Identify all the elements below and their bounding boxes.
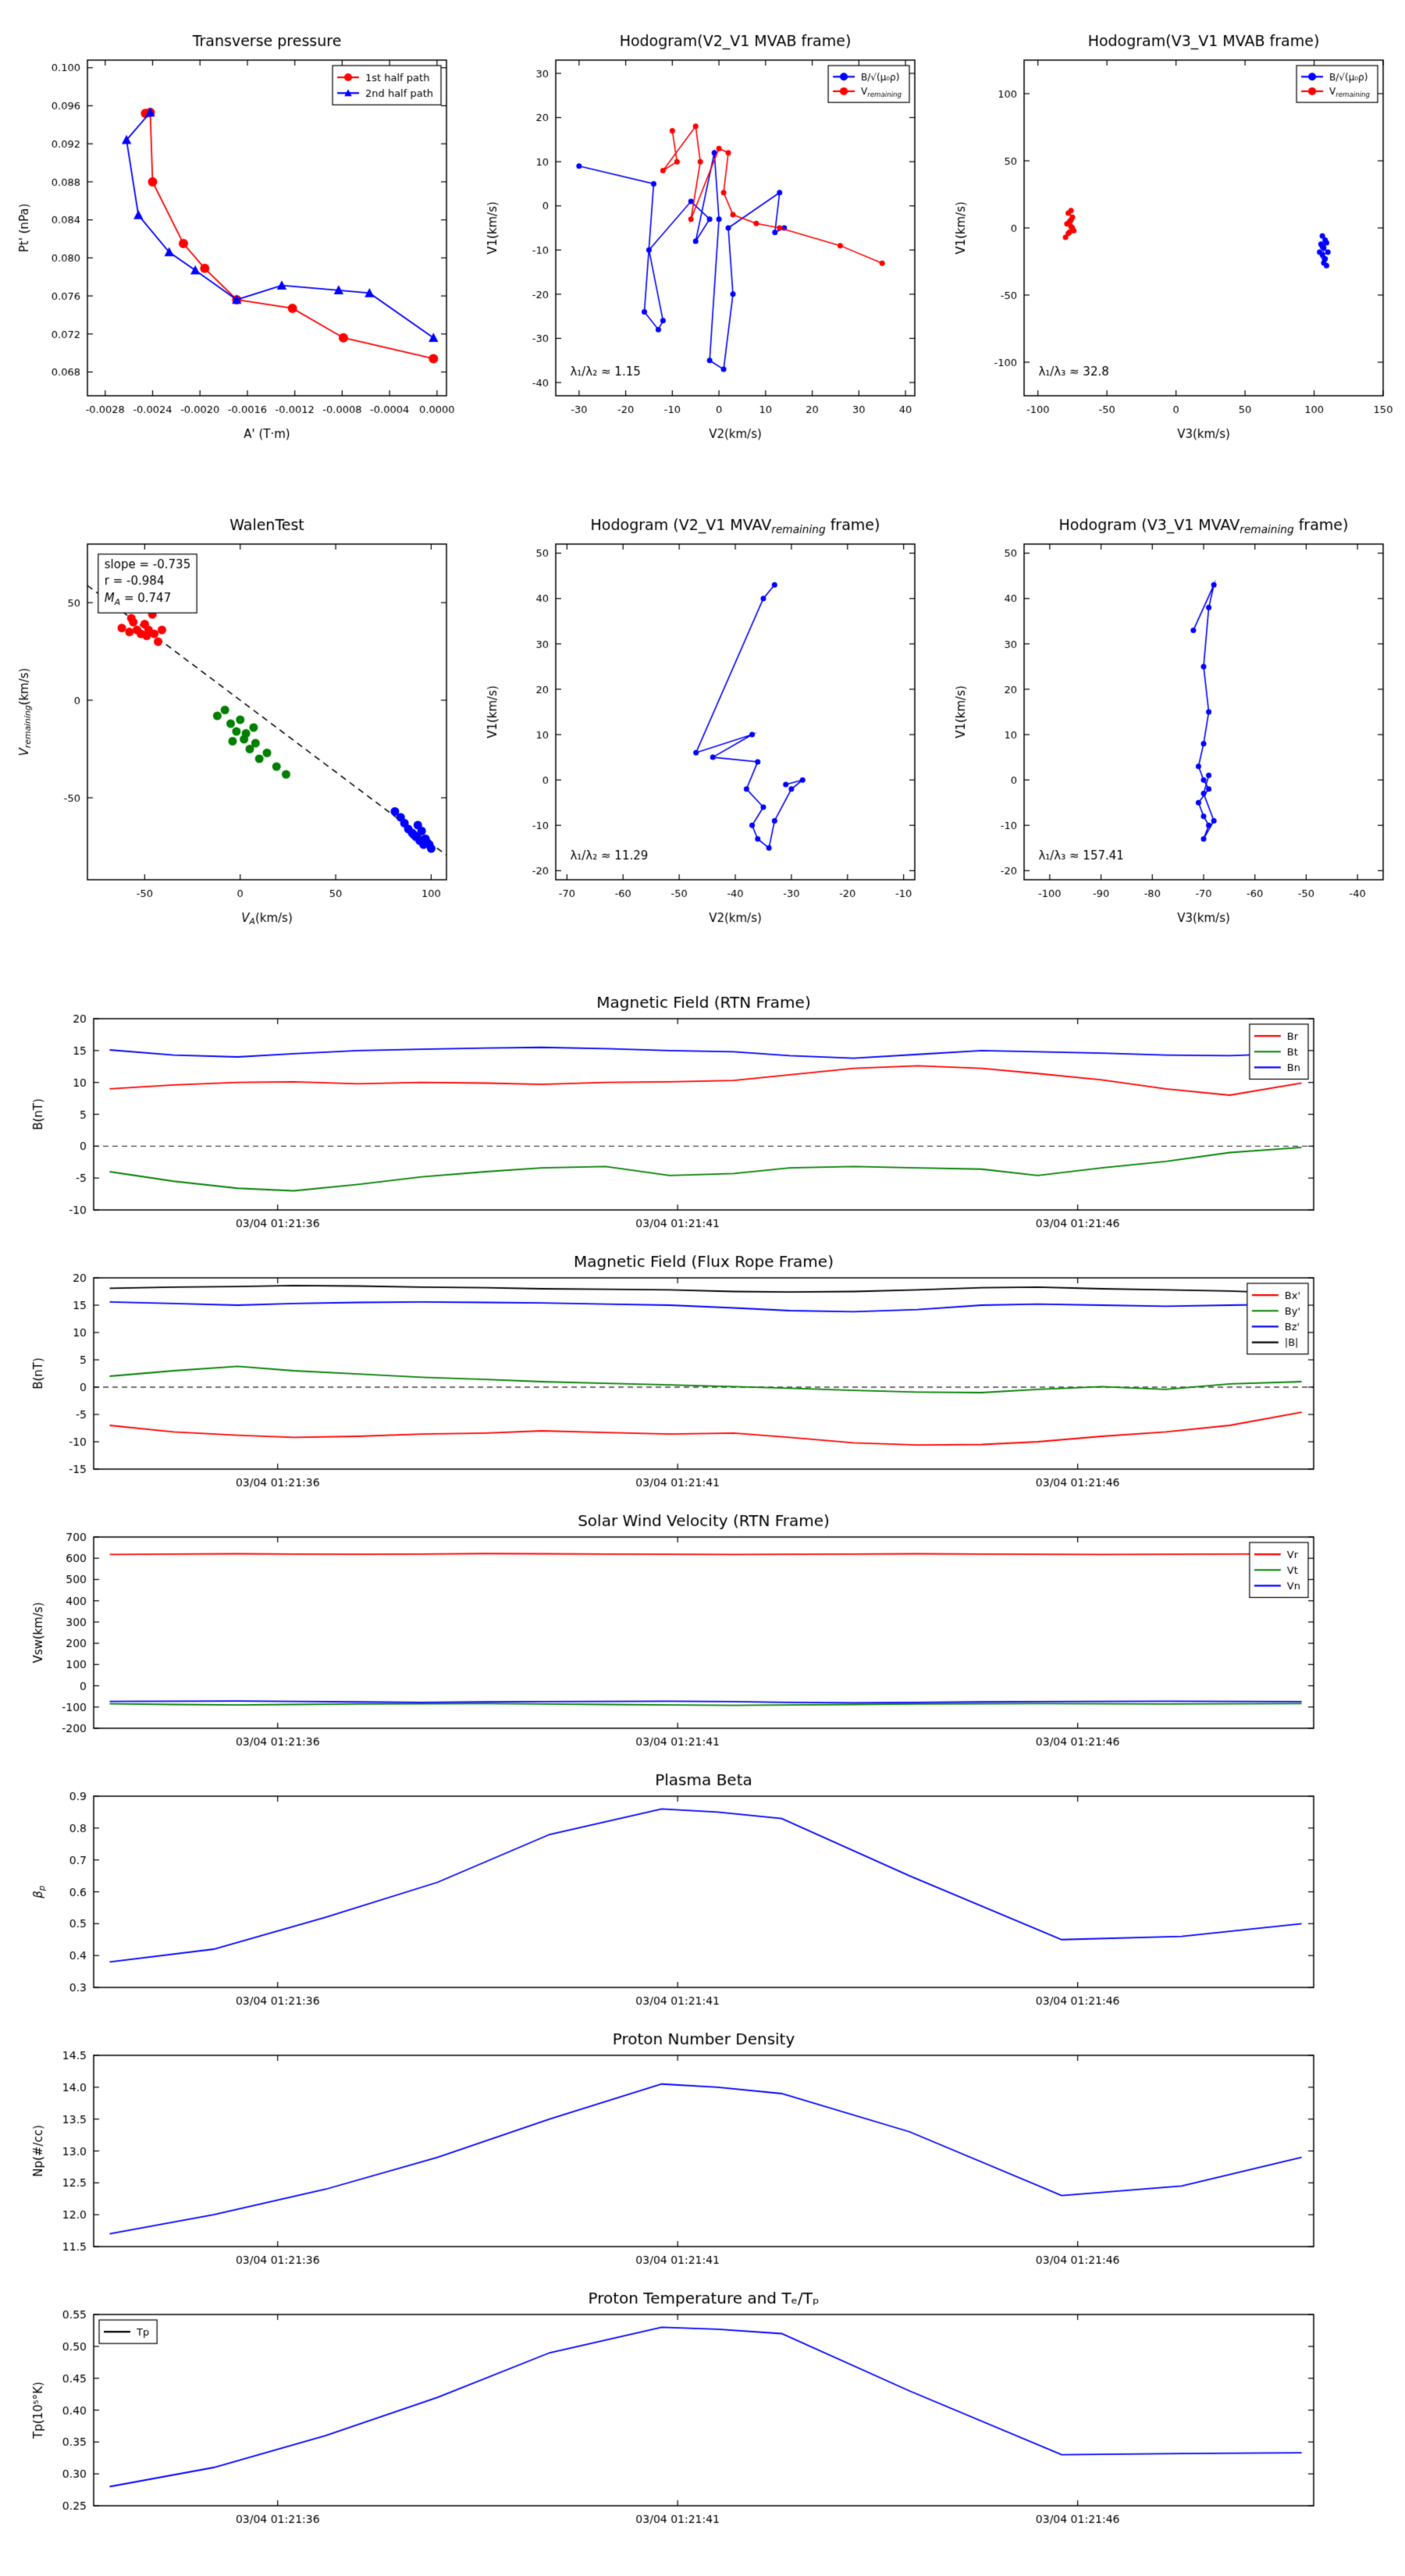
plot-solar-wind-velocity [0,1502,1405,1759]
transverse-pressure-canvas [0,20,468,457]
plot-magnetic-field-flux-rope [0,1243,1405,1500]
plot-walen-test [0,503,468,941]
plot-hodogram-v2v1-mvab [468,20,937,457]
plot-hodogram-v3v1-mvav [937,503,1405,941]
plot-transverse-pressure [0,20,468,457]
plasma-beta-canvas [0,1761,1405,2019]
magnetic-field-flux-rope-canvas [0,1243,1405,1500]
hodogram-v2v1-mvab-canvas [468,20,937,457]
walen-test-canvas [0,503,468,941]
magnetic-field-rtn-canvas [0,984,1405,1241]
proton-temperature-canvas [0,2279,1405,2537]
proton-number-density-canvas [0,2020,1405,2278]
plot-magnetic-field-rtn [0,984,1405,1241]
hodogram-v2v1-mvav-canvas [468,503,937,941]
solar-wind-velocity-canvas [0,1502,1405,1759]
plot-hodogram-v3v1-mvab [937,20,1405,457]
plot-proton-temperature [0,2279,1405,2537]
plot-hodogram-v2v1-mvav [468,503,937,941]
hodogram-v3v1-mvav-canvas [937,503,1405,941]
hodogram-v3v1-mvab-canvas [937,20,1405,457]
plot-plasma-beta [0,1761,1405,2019]
plot-proton-number-density [0,2020,1405,2278]
